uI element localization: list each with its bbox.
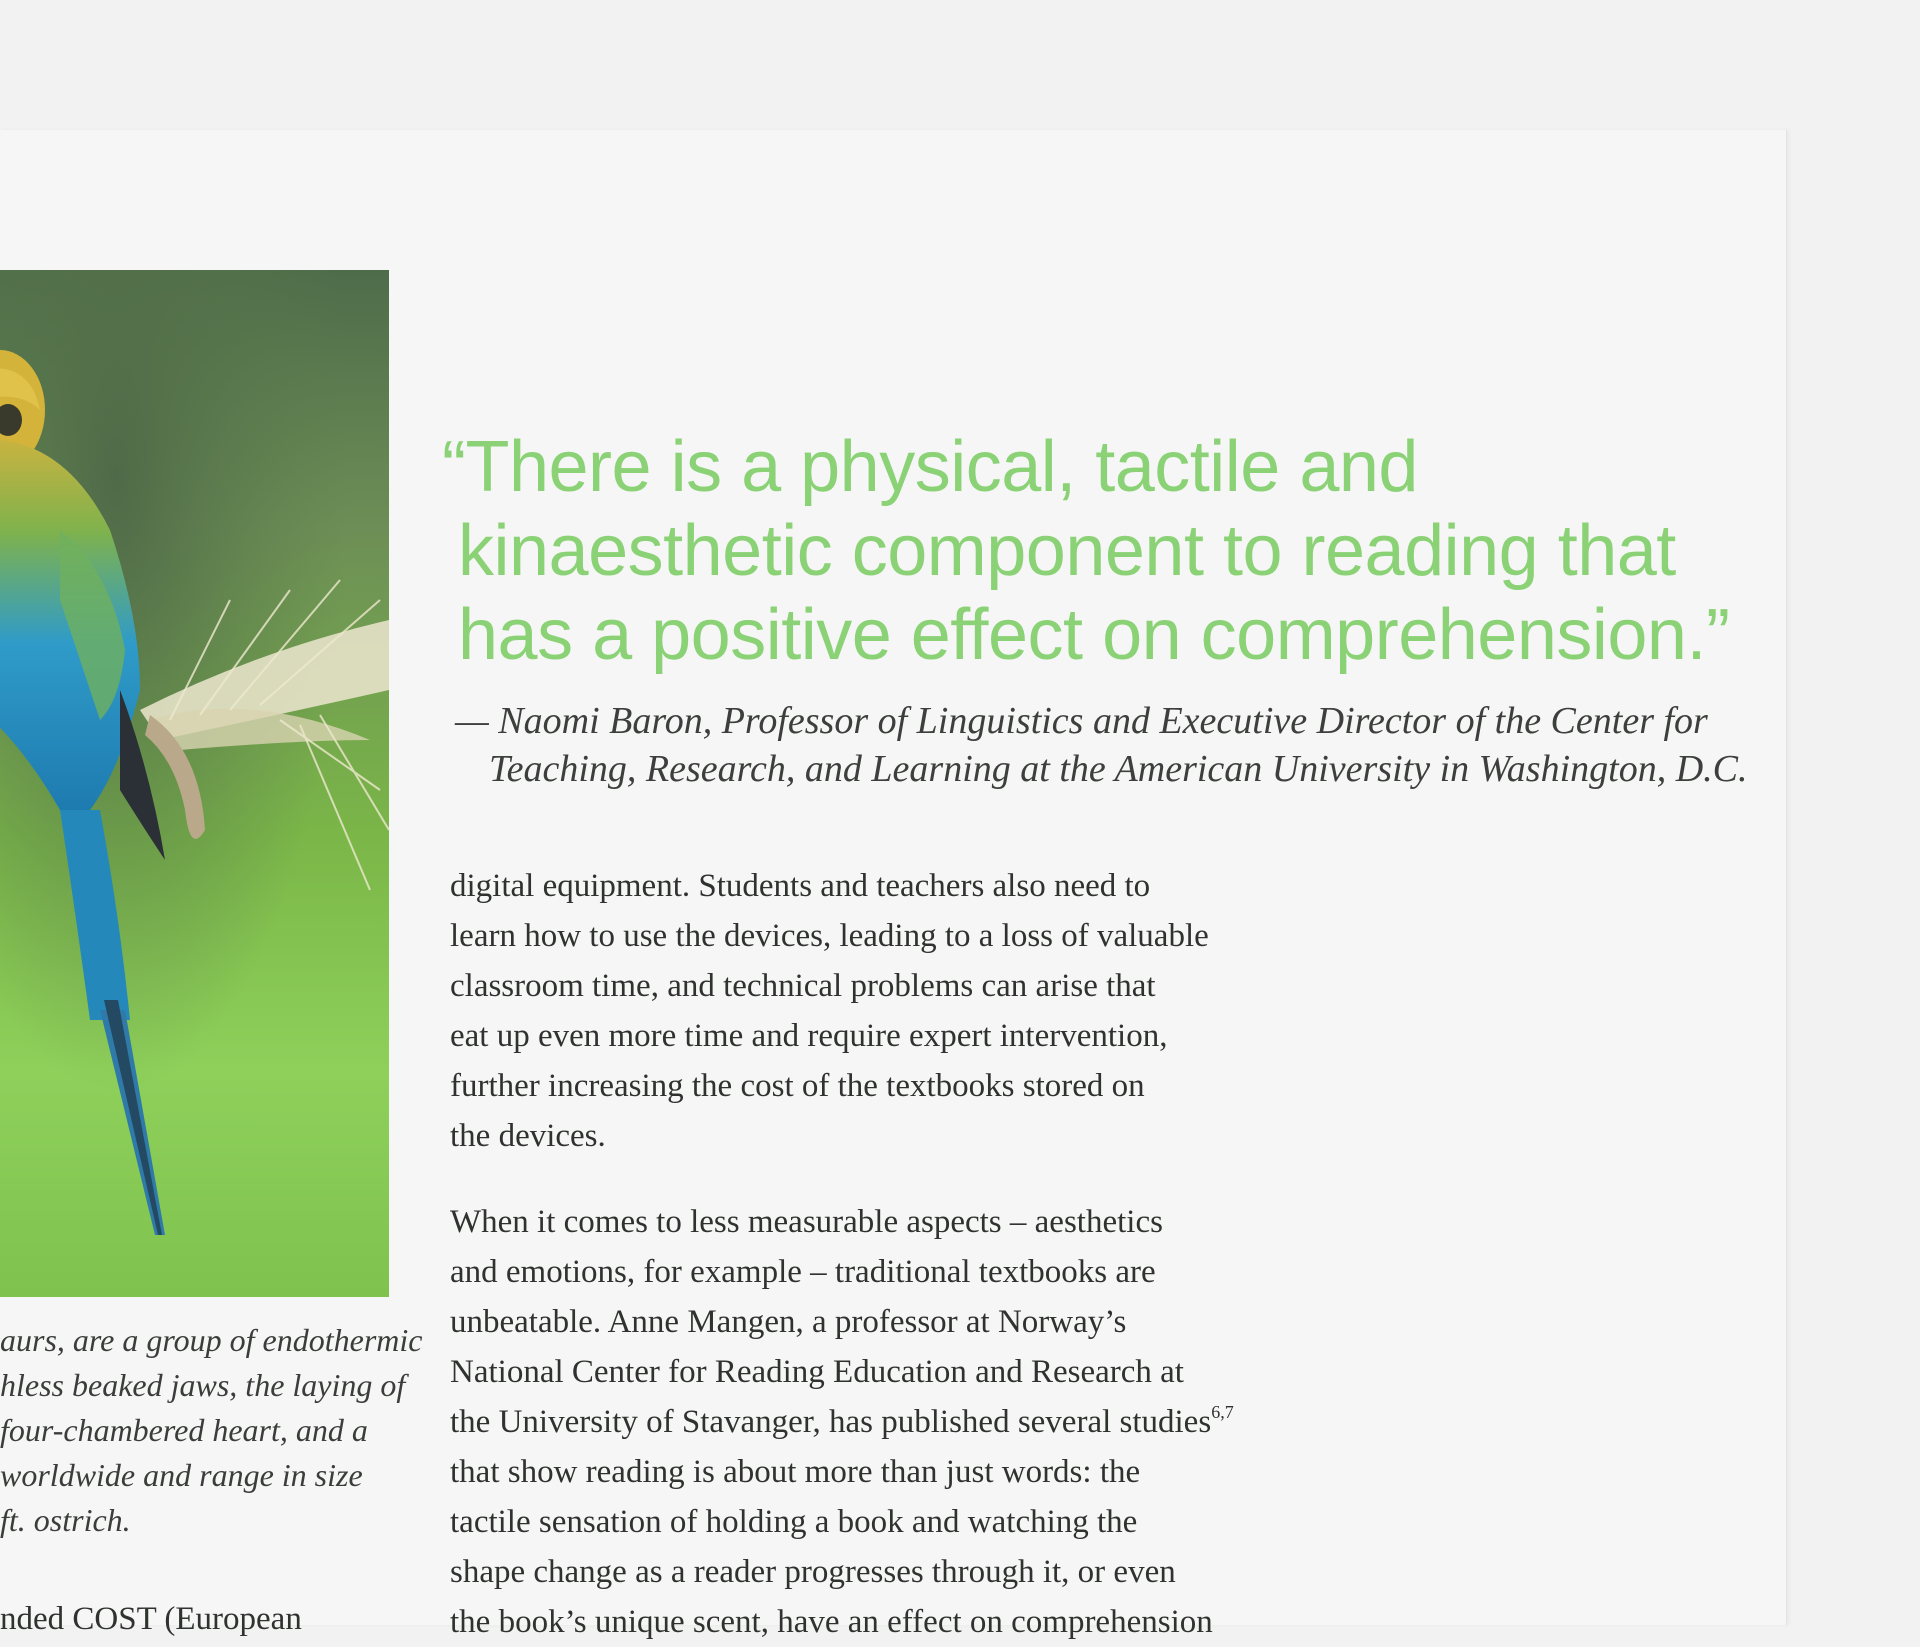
footnote-reference[interactable]: 6,7 [1211,1402,1234,1422]
pull-quote-line: kinaesthetic component to reading that [458,511,1676,591]
body-paragraph-2 [450,1197,1290,1647]
text-line: unbeatable. Anne Mangen, a professor at Norway’s [450,1304,1127,1340]
column-text-fragment: nded COST (European [0,1601,302,1637]
bird-illustration [0,270,389,1297]
text-line: classroom time, and technical problems can arise that [450,968,1156,1004]
text-segment: the University of Stavanger, has published several studies [450,1404,1212,1440]
text-line: further increasing the cost of the textbooks stored on [450,1068,1145,1104]
text-line: the book’s unique scent, have an effect on comprehension [450,1604,1213,1640]
text-line: and emotions, for example – traditional textbooks are [450,1254,1156,1290]
attribution-line: Teaching, Research, and Learning at the American University in Washington, D.C. [489,748,1748,790]
text-line: the devices. [450,1118,606,1154]
caption-line: aurs, are a group of endothermic [0,1322,423,1358]
text-line: tactile sensation of holding a book and watching the [450,1504,1138,1540]
text-line: digital equipment. Students and teachers also need to [450,868,1151,904]
pull-quote-line: “There is a physical, tactile and [442,427,1418,507]
text-line: eat up even more time and require expert intervention, [450,1018,1168,1054]
caption-line: ft. ostrich. [0,1502,131,1538]
quote-attribution [455,697,1748,793]
attribution-line: — Naomi Baron, Professor of Linguistics and Executive Director of the Center for [455,700,1708,742]
text-line: National Center for Reading Education and Research at [450,1354,1184,1390]
text-line [450,1397,1290,1447]
bird-photo [0,270,389,1297]
pull-quote-line: has a positive effect on comprehension.” [458,595,1730,675]
pull-quote [442,425,1730,677]
caption-line: hless beaked jaws, the laying of [0,1367,406,1403]
text-line: shape change as a reader progresses through it, or even [450,1554,1176,1590]
caption-line: worldwide and range in size [0,1457,363,1493]
body-paragraph-1 [450,861,1290,1161]
text-line: When it comes to less measurable aspects – aesthetics [450,1204,1163,1240]
photo-caption [0,1318,423,1543]
text-line: that show reading is about more than just words: the [450,1454,1141,1490]
caption-line: four-chambered heart, and a [0,1412,368,1448]
text-line: learn how to use the devices, leading to a loss of valuable [450,918,1209,954]
